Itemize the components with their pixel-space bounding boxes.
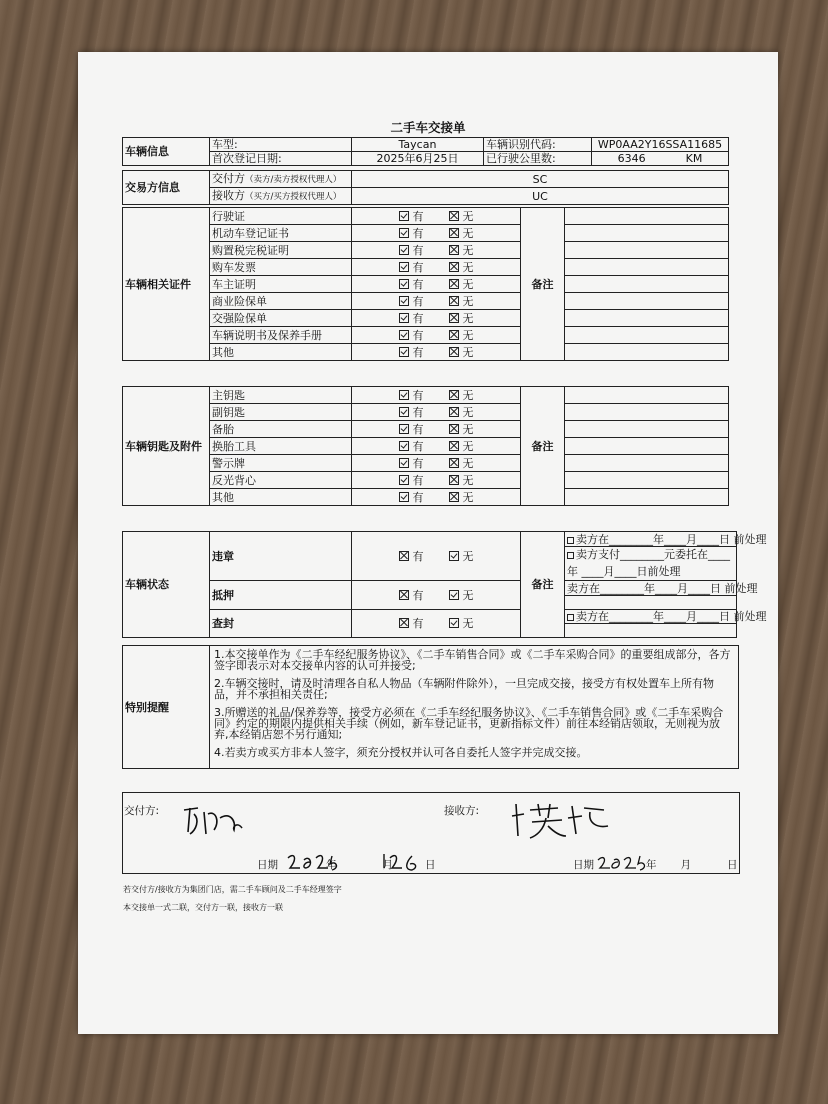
no-text: 无 [462,473,474,487]
documents-item: 购车发票 [210,259,352,276]
x-checkbox-icon[interactable] [399,618,409,628]
status-remark-label: 备注 [521,532,565,638]
x-checkbox-icon[interactable] [449,262,459,272]
opt-text: 月 [686,532,697,546]
opt-text: 卖方在 [567,581,600,595]
month-label: 月 [680,859,691,871]
reminder-p3: 3.所赠送的礼品/保养券等，接受方必须在《二手车经纪服务协议》、《二手车销售合同》或《二手车采购合同》约定的期限内提供相关手续（例如，新车登记证书，更新指标文件）前往本经销店领取，无则视为放弃,本经销店恕不另行通知; [214,706,724,741]
x-checkbox-icon[interactable] [399,590,409,600]
opt-text: 年 [653,610,664,623]
documents-item: 商业险保单 [210,293,352,310]
documents-remark-line[interactable] [565,276,729,293]
checked-checkbox-icon[interactable] [399,492,409,502]
vehicle-info-section: 车辆信息 [123,138,210,166]
x-checkbox-icon[interactable] [449,458,459,468]
opt-text: 前处理 [733,532,767,546]
x-checkbox-icon[interactable] [449,407,459,417]
keys-item: 警示牌 [210,455,352,472]
x-checkbox-icon[interactable] [449,390,459,400]
checked-checkbox-icon[interactable] [449,618,459,628]
keys-remark-line[interactable] [565,404,729,421]
reminder-section: 特别提醒 [123,646,210,769]
yes-text: 有 [412,294,424,308]
yes-text: 有 [412,226,424,240]
no-text: 无 [462,549,474,563]
no-text: 无 [462,243,474,257]
mileage-unit: KM [685,152,703,165]
year-label: 年 [646,859,657,871]
no-text: 无 [462,422,474,436]
opt-text: 日 [710,581,721,595]
empty-checkbox-icon[interactable] [567,552,574,559]
checked-checkbox-icon[interactable] [399,211,409,221]
documents-item: 机动车登记证书 [210,225,352,242]
footnote-2: 本交接单一式二联，交付方一联，接收方一联 [123,903,283,912]
no-text: 无 [462,226,474,240]
receive-sign-label: 接收方: [444,805,480,817]
checked-checkbox-icon[interactable] [399,313,409,323]
keys-options [352,421,521,438]
opt-text: 元委托在 [664,548,708,561]
documents-remark-line[interactable] [565,310,729,327]
documents-item: 购置税完税证明 [210,242,352,259]
keys-options [352,438,521,455]
checked-checkbox-icon[interactable] [449,551,459,561]
x-checkbox-icon[interactable] [449,279,459,289]
opt-text: 卖方在 [576,532,609,546]
deliver-label-text: 交付方 [212,172,245,186]
opt-text: 卖方支付 [576,548,620,561]
documents-remark-line[interactable] [565,327,729,344]
documents-remark-line[interactable] [565,259,729,276]
date-label: 日期 [573,859,594,871]
keys-item: 换胎工具 [210,438,352,455]
documents-options [352,276,521,293]
no-text: 无 [462,439,474,453]
deliver-date-handwriting-icon [284,848,434,874]
yes-text: 有 [412,588,424,602]
day-label: 日 [727,859,738,871]
form-title: 二手车交接单 [390,120,466,135]
x-checkbox-icon[interactable] [399,551,409,561]
deliver-party-value: SC [352,171,729,188]
empty-checkbox-icon[interactable] [567,614,574,621]
opt-text: 月 [677,581,688,595]
keys-options [352,404,521,421]
keys-remark-line[interactable] [565,472,729,489]
documents-remark-line[interactable] [565,225,729,242]
yes-text: 有 [412,209,424,223]
vin-label: 车辆识别代码: [484,138,592,152]
parties-section: 交易方信息 [123,171,210,205]
reminder-p4: 4.若卖方或买方非本人签字，须充分授权并认可各自委托人签字并完成交接。 [214,746,588,759]
checked-checkbox-icon[interactable] [449,590,459,600]
yes-text: 有 [412,456,424,470]
documents-options [352,225,521,242]
checked-checkbox-icon[interactable] [399,262,409,272]
deliver-party-label [210,171,352,188]
status-item-seizure: 查封 [210,610,352,638]
status-item-mortgage: 抵押 [210,581,352,610]
x-checkbox-icon[interactable] [449,424,459,434]
receive-party-label [210,188,352,205]
footnote-1: 若交付方/接收方为集团门店，需二手车顾问及二手车经理签字 [123,885,342,894]
keys-section: 车辆钥匙及附件 [123,387,210,506]
checked-checkbox-icon[interactable] [399,441,409,451]
x-checkbox-icon[interactable] [449,347,459,357]
opt-text: 前处理 [647,564,681,578]
model-value: Taycan [352,138,484,152]
year-label: 年 [326,859,337,871]
checked-checkbox-icon[interactable] [399,330,409,340]
keys-remark-line[interactable] [565,489,729,506]
keys-item: 备胎 [210,421,352,438]
deliver-note: （卖方/卖方授权代理人） [245,175,342,186]
documents-remark-label: 备注 [521,208,565,361]
opt-text: 月 [686,610,697,623]
mileage-value: 6346 [617,152,646,165]
x-checkbox-icon[interactable] [449,313,459,323]
status-section: 车辆状态 [123,532,210,638]
opt-text: 前处理 [733,610,767,623]
no-text: 无 [462,588,474,602]
documents-remark-line[interactable] [565,208,729,225]
no-text: 无 [462,490,474,504]
keys-remark-line[interactable] [565,455,729,472]
keys-item: 主钥匙 [210,387,352,404]
receive-party-value: UC [352,188,729,205]
model-label: 车型: [210,138,352,152]
yes-text: 有 [412,549,424,563]
yes-text: 有 [412,490,424,504]
keys-options [352,489,521,506]
checked-checkbox-icon[interactable] [399,228,409,238]
x-checkbox-icon[interactable] [449,211,459,221]
day-label: 日 [425,859,436,871]
opt-text: 前处理 [724,581,758,595]
keys-remark-line[interactable] [565,387,729,404]
opt-text: 年 [653,532,664,546]
status-option-1: 卖方在________年____月____日 前处理 [565,532,737,547]
opt-text: 月 [603,564,615,578]
opt-text: 日 [719,532,730,546]
documents-item: 交强险保单 [210,310,352,327]
documents-item: 行驶证 [210,208,352,225]
status-option-2: 卖方支付________元委托在____年 ____月____日前处理 [565,547,737,581]
x-checkbox-icon[interactable] [449,296,459,306]
no-text: 无 [462,260,474,274]
documents-item: 其他 [210,344,352,361]
no-text: 无 [462,456,474,470]
status-option-3: 卖方在________年____月____日 前处理 [565,581,737,596]
documents-options [352,327,521,344]
blank-cell [565,624,737,638]
keys-remark-line[interactable] [565,438,729,455]
yes-text: 有 [412,388,424,402]
no-text: 无 [462,311,474,325]
yes-text: 有 [412,277,424,291]
checked-checkbox-icon[interactable] [399,245,409,255]
x-checkbox-icon[interactable] [449,228,459,238]
checked-checkbox-icon[interactable] [399,390,409,400]
receive-signature-icon [508,796,618,844]
x-checkbox-icon[interactable] [449,330,459,340]
checked-checkbox-icon[interactable] [399,475,409,485]
checked-checkbox-icon[interactable] [399,458,409,468]
no-text: 无 [462,328,474,342]
reminder-p1: 1.本交接单作为《二手车经纪服务协议》、《二手车销售合同》或《二手车采购合同》的重要组成部分，各方签字即表示对本交接单内容的认可并接受; [214,648,731,672]
receive-label-text: 接收方 [212,189,245,203]
no-text: 无 [462,345,474,359]
reg-date-label: 首次登记日期: [210,152,352,166]
no-text: 无 [462,388,474,402]
documents-remark-line[interactable] [565,293,729,310]
reminder-p2: 2.车辆交接时，请及时清理各自私人物品（车辆附件除外），一旦完成交接，接受方有权处置车上所有物品，并不承担相关责任; [214,677,714,701]
keys-item: 副钥匙 [210,404,352,421]
documents-options [352,310,521,327]
opt-text: 卖方在 [576,610,609,623]
no-text: 无 [462,277,474,291]
keys-table [122,386,729,506]
date-label: 日期 [257,859,278,871]
yes-text: 有 [412,311,424,325]
seizure-options [352,610,521,638]
mileage-cell [592,152,729,166]
keys-options [352,387,521,404]
opt-text: 日 [719,610,730,623]
mortgage-options [352,581,521,610]
yes-text: 有 [412,422,424,436]
documents-options [352,344,521,361]
reminder-table [122,645,739,769]
no-text: 无 [462,209,474,223]
parties-table [122,170,729,205]
keys-remark-line[interactable] [565,421,729,438]
yes-text: 有 [412,439,424,453]
documents-item: 车辆说明书及保养手册 [210,327,352,344]
vin-value: WP0AA2Y16SSA11685 [592,138,729,152]
yes-text: 有 [412,260,424,274]
yes-text: 有 [412,405,424,419]
no-text: 无 [462,405,474,419]
status-table [122,531,767,638]
receive-date-handwriting-icon [596,850,648,872]
documents-section: 车辆相关证件 [123,208,210,361]
documents-options [352,293,521,310]
keys-remark-label: 备注 [521,387,565,506]
documents-options [352,242,521,259]
no-text: 无 [462,294,474,308]
keys-item: 其他 [210,489,352,506]
yes-text: 有 [412,328,424,342]
keys-item: 反光背心 [210,472,352,489]
opt-text: 日 [636,564,648,578]
vehicle-info-table [122,137,729,166]
documents-table [122,207,729,361]
status-item-violation: 违章 [210,532,352,581]
keys-options [352,472,521,489]
checked-checkbox-icon[interactable] [399,424,409,434]
x-checkbox-icon[interactable] [449,492,459,502]
reminder-notes [210,646,739,769]
documents-options [352,208,521,225]
month-label: 月 [382,859,393,871]
status-option-4: 卖方在________年____月____日 前处理 [565,610,737,624]
yes-text: 有 [412,617,424,630]
empty-checkbox-icon[interactable] [567,537,574,544]
checked-checkbox-icon[interactable] [399,296,409,306]
mileage-label: 已行驶公里数: [484,152,592,166]
opt-text: 年 [644,581,655,595]
documents-remark-line[interactable] [565,242,729,259]
x-checkbox-icon[interactable] [449,245,459,255]
x-checkbox-icon[interactable] [449,475,459,485]
violation-options [352,532,521,581]
documents-remark-line[interactable] [565,344,729,361]
documents-item: 车主证明 [210,276,352,293]
reg-date-value: 2025年6月25日 [352,152,484,166]
documents-options [352,259,521,276]
deliver-signature-icon [176,800,256,840]
no-text: 无 [462,617,474,630]
yes-text: 有 [412,243,424,257]
checked-checkbox-icon[interactable] [399,407,409,417]
keys-options [352,455,521,472]
yes-text: 有 [412,345,424,359]
checked-checkbox-icon[interactable] [399,347,409,357]
opt-text: 年 [567,564,578,578]
yes-text: 有 [412,473,424,487]
deliver-sign-label: 交付方: [124,805,160,817]
checked-checkbox-icon[interactable] [399,279,409,289]
x-checkbox-icon[interactable] [449,441,459,451]
blank-cell [565,596,737,610]
receive-note: （买方/买方授权代理人） [245,192,342,203]
